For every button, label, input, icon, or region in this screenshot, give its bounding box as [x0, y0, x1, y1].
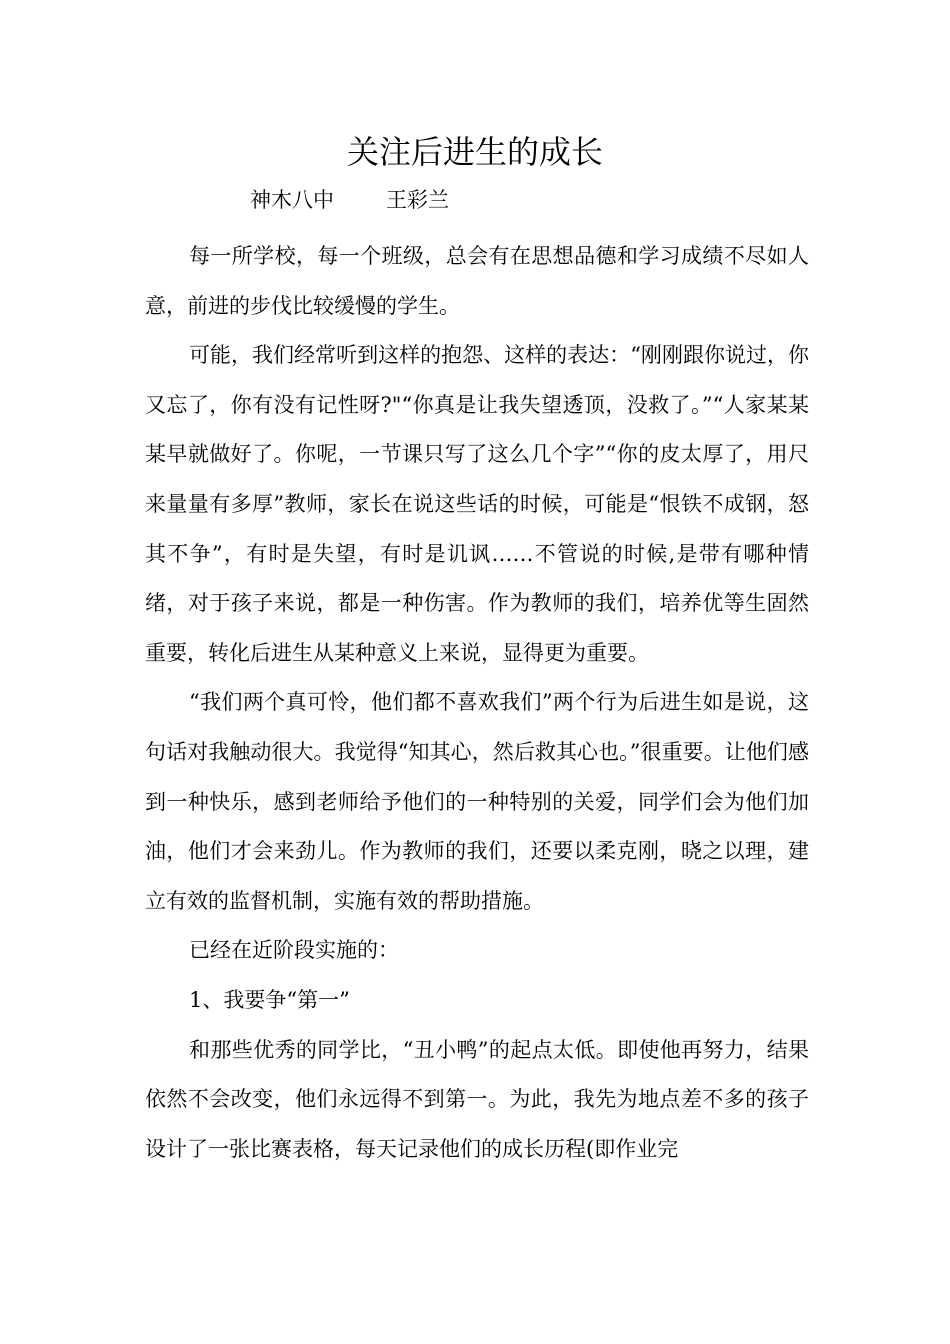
paragraph: 和那些优秀的同学比，“丑小鸭”的起点太低。即使他再努力，结果依然不会改变，他们永远得不到第一。为此，我先为地点差不多的孩子设计了一张比赛表格，每天记录他们的成长历程(即作业完 — [145, 1037, 809, 1161]
author-name: 王彩兰 — [386, 188, 449, 212]
byline — [250, 184, 449, 216]
document-body — [145, 232, 809, 1174]
school-name: 神木八中 — [250, 188, 334, 212]
document-title: 关注后进生的成长 — [346, 133, 603, 171]
paragraph: 已经在近阶段实施的： — [189, 938, 399, 963]
paragraph: “我们两个真可怜，他们都不喜欢我们”两个行为后进生如是说，这句话对我触动很大。我觉得“知其心，然后救其心也。”很重要。让他们感到一种快乐，感到老师给予他们的一种特别的关爱，同学们会为他们加油，他们才会来劲儿。作为教师的我们，还要以柔克刚，晓之以理，建立有效的监督机制，实施有效的帮助措施。 — [145, 690, 809, 913]
paragraph: 可能，我们经常听到这样的抱怨、这样的表达：“刚刚跟你说过，你又忘了，你有没有记性呀?"“你真是让我失望透顶，没救了。”“人家某某某早就做好了。你呢，一节课只写了这么几个字”“你的皮太厚了，用尺来量量有多厚”教师，家长在说这些话的时候，可能是“恨铁不成钢，怒其不争”，有时是失望，有时是讥讽……不管说的时候,是带有哪种情绪，对于孩子来说，都是一种伤害。作为教师的我们，培养优等生固然重要，转化后进生从某种意义上来说，显得更为重要。 — [145, 343, 809, 665]
section-heading: 1、我要争“第一” — [189, 987, 350, 1012]
paragraph: 每一所学校，每一个班级，总会有在思想品德和学习成绩不尽如人意，前进的步伐比较缓慢的学生。 — [145, 244, 809, 318]
